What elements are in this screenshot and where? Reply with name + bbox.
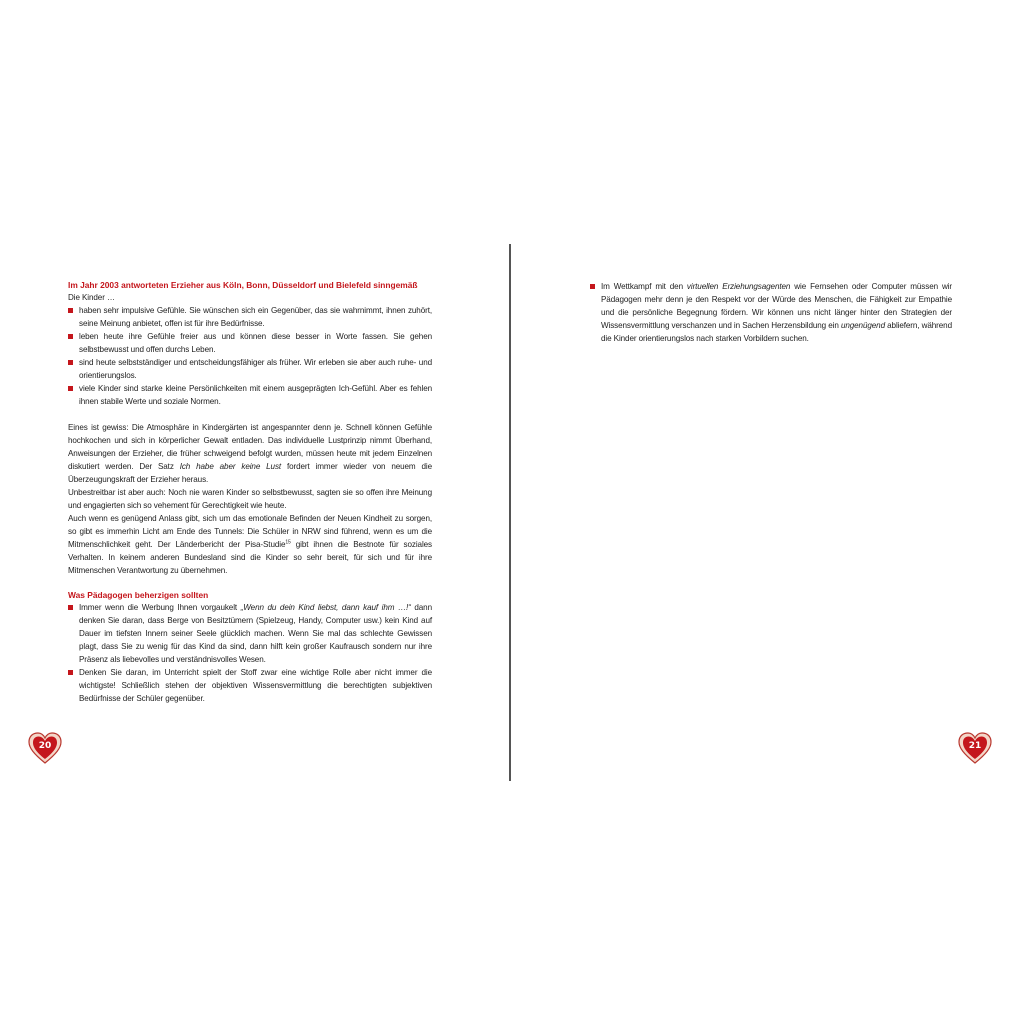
spread-divider: [509, 244, 511, 781]
tips-list: [68, 601, 432, 705]
body-paragraph: Eines ist gewiss: Die Atmosphäre in Kindergärten ist angespannter denn je. Schnell können Gefühle hochkochen und sich in körperlicher Gewalt entladen. Das individuelle Lustprinzip nimmt Überhand, Anweisungen der Erzieher, die früher schweigend befolgt wurden, müssen heute mit jedem Einzelnen diskutiert werden. Der Satz Ich habe aber keine Lust fordert immer wieder von neuem die Überzeugungskraft der Erzieher heraus.: [68, 423, 432, 484]
left-page: [68, 280, 432, 705]
page-number-badge-left: [28, 732, 62, 766]
bullet-square-icon: [68, 670, 73, 675]
list-item: haben sehr impulsive Gefühle. Sie wünschen sich ein Gegenüber, das sie wahrnimmt, ihnen zuhört, seine Meinung anbietet, offen ist für ihre Bedürfnisse.: [68, 304, 432, 330]
page-number: 21: [968, 741, 982, 751]
section-heading-2: Was Pädagogen beherzigen sollten: [68, 590, 209, 600]
bullet-square-icon: [590, 284, 595, 289]
bullet-square-icon: [68, 605, 73, 610]
list-item: viele Kinder sind starke kleine Persönlichkeiten mit einem ausgeprägten Ich-Gefühl. Aber es fehlen ihnen stabile Werte und soziale Normen.: [68, 382, 432, 408]
body-paragraph: Auch wenn es genügend Anlass gibt, sich um das emotionale Befinden der Neuen Kindheit zu sorgen, so gibt es immerhin Licht am Ende des Tunnels: Die Schüler in NRW sind führend, wenn es um die Mitmenschlichkeit geht. Der Länderbericht der Pisa-Studie$^{15}$ gibt ihnen die Bestnote für soziales Verhalten. In keinem anderen Bundesland sind die Kinder so sehr bereit, für sich und für ihre Mitmenschen Verantwortung zu übernehmen.: [68, 514, 432, 575]
page-number-badge-right: [958, 732, 992, 766]
list-item: sind heute selbstständiger und entscheidungsfähiger als früher. Wir erleben sie aber auch ruhe- und orientierungslos.: [68, 356, 432, 382]
answers-list: [68, 304, 432, 408]
list-item: leben heute ihre Gefühle freier aus und können diese besser in Worte fassen. Sie gehen selbstbewusst und offen durchs Leben.: [68, 330, 432, 356]
body-paragraph: Unbestreitbar ist aber auch: Noch nie waren Kinder so selbstbewusst, sagten sie so offen ihre Meinung und engagierten sich so vehement für Gerechtigkeit wie heute.: [68, 488, 432, 510]
footnote-ref: 15: [285, 539, 291, 546]
list-item: Im Wettkampf mit den virtuellen Erziehungsagenten wie Fernsehen oder Computer müssen wir Pädagogen mehr denn je den Respekt vor der Würde des Menschen, die Fähigkeit zur Empathie und die persönliche Begegnung fördern. Wir können uns nicht länger hinter den Strategien der Wissensvermittlung verschanzen und in Sachen Herzensbildung ein ungenügend abliefern, während die Kinder orientierungslos nach starken Vorbildern suchen.: [590, 280, 952, 345]
bullet-square-icon: [68, 308, 73, 313]
bullet-square-icon: [68, 360, 73, 365]
section-heading: Im Jahr 2003 antworteten Erzieher aus Köln, Bonn, Düsseldorf und Bielefeld sinngemäß: [68, 280, 418, 290]
right-page: [590, 280, 952, 345]
bullet-square-icon: [68, 386, 73, 391]
list-item: Denken Sie daran, im Unterricht spielt der Stoff zwar eine wichtige Rolle aber nicht immer die wichtigste! Schließlich stehen der objektiven Wissensvermittlung die berechtigten subjektiven Bedürfnisse der Schüler gegenüber.: [68, 666, 432, 705]
intro-text: Die Kinder …: [68, 293, 115, 302]
right-list: [590, 280, 952, 345]
page-number: 20: [38, 741, 52, 751]
list-item: Immer wenn die Werbung Ihnen vorgaukelt „Wenn du dein Kind liebst, dann kauf ihm …!“ dann denken Sie daran, dass Berge von Besitztümern (Spielzeug, Handy, Computer usw.) kein Kind auf Dauer im tiefsten Innern seiner Seele glücklich machen. Wenn Sie mal das schlechte Gewissen plagt, dass Sie zu wenig für das Kind da sind, dann hilft kein großer Kaufrausch sondern nur ihre Präsenz als liebevolles und verständnisvolles Wesen.: [68, 601, 432, 666]
bullet-square-icon: [68, 334, 73, 339]
